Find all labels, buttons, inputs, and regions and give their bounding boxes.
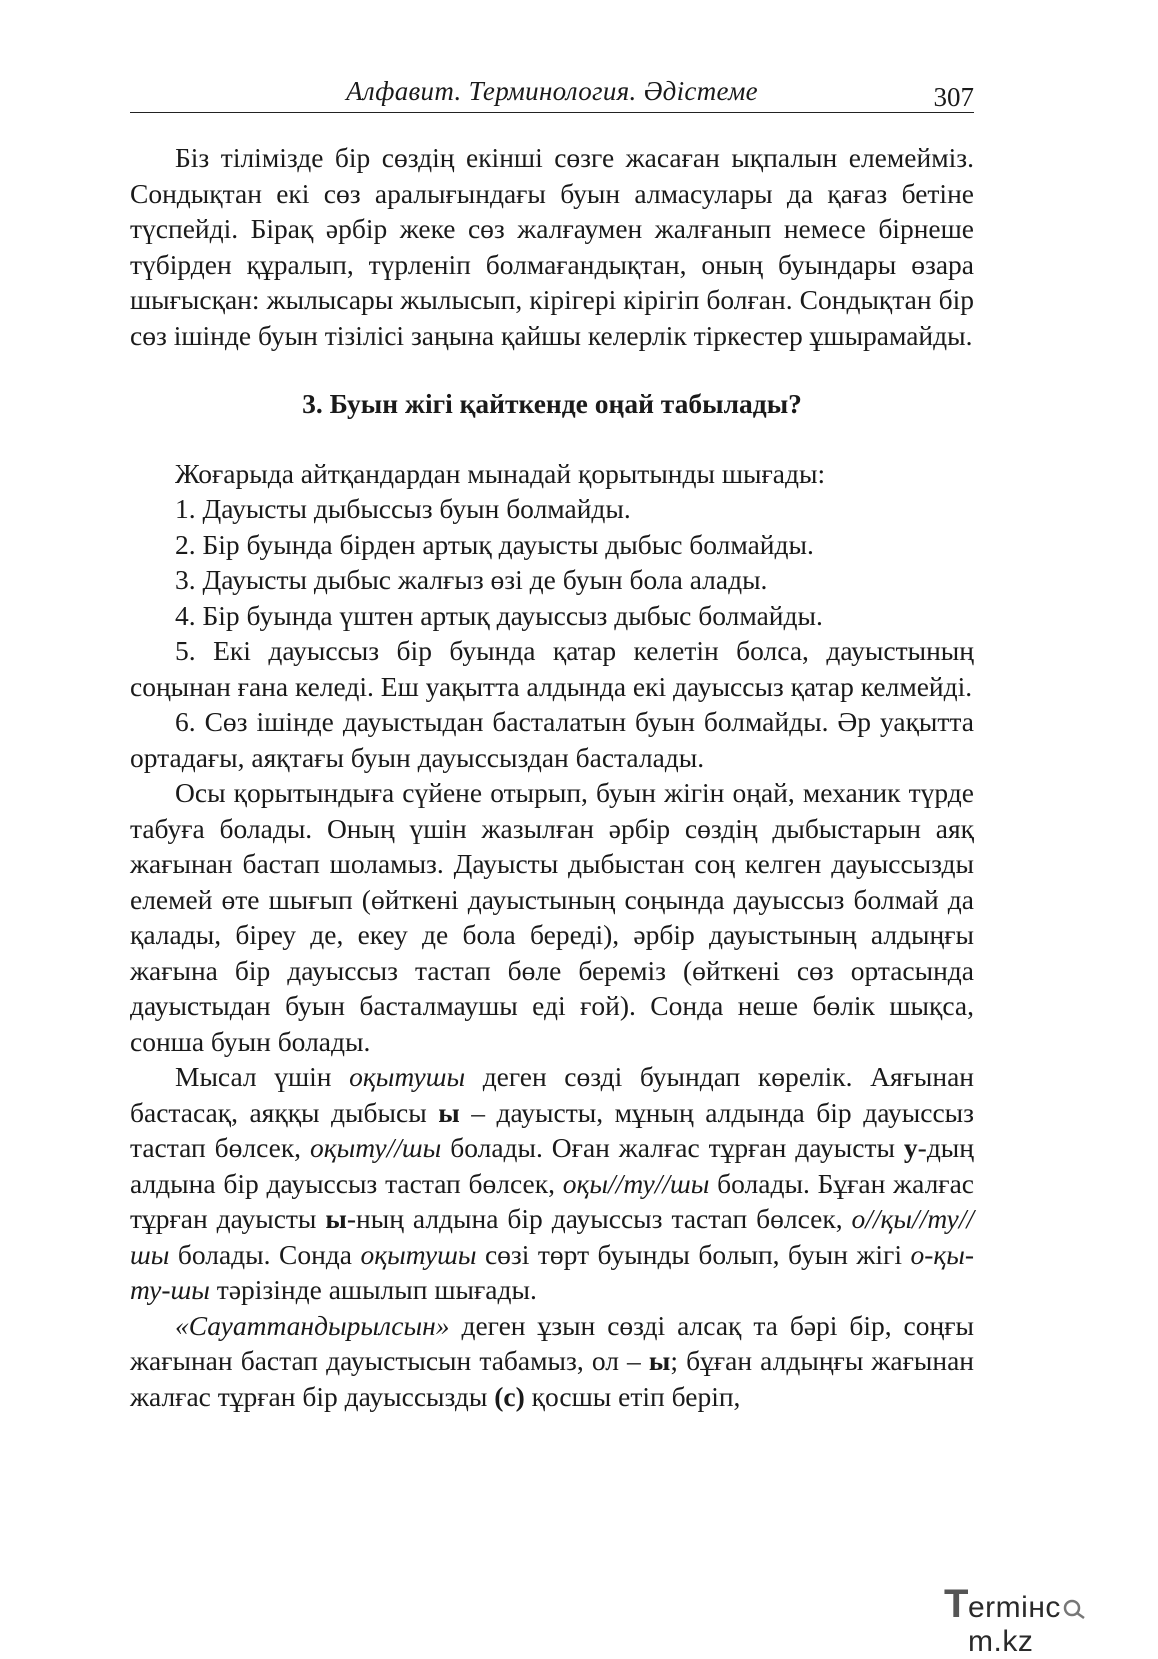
magnifier-icon	[1061, 1597, 1087, 1619]
conclusion-intro: Жоғарыда айтқандардан мынадай қорытынды шығады:	[175, 457, 826, 489]
paragraph-method: Осы қорытындыға сүйене отырып, буын жігін оңай, механик түрде табуға болады. Оның үшін жазылған әрбір сөздің дыбыстарын аяқ жағынан бастап шоламыз. Дауысты дыбыстан соң келген дауыссызды елемей өте шығып (өйткені дауыстының соңында дауыссыз болмай да қалады, біреу де, екеу де бола береді), әрбір дауыстының алдыңғы жағына бір дауыссыз тастап бөле береміз (өйткені сөз ортасында дауыстыдан буын басталмаушы еді ғой). Сонда неше бөлік шықса, сонша буын болады.	[130, 777, 974, 1057]
watermark-text-a: ermінc	[968, 1591, 1061, 1624]
text-run: тәрізінде ашылып шығады.	[209, 1274, 537, 1305]
paragraph-intro: Біз тілімізде бір сөздің екінші сөзге жасаған ықпалын елемейміз. Сондықтан екі сөз аралығындағы буын алмасулары да қағаз бетіне түспейді. Бірақ әрбір жеке сөз жалғаумен жалғанып немесе бірнеше түбірден құралып, түрленіп болмағандықтан, оның буындары өзара шығысқан: жылысары жылысып, кірігері кірігіп болған. Сондықтан бір сөз ішінде буын тізілісі заңына қайшы келерлік тіркестер ұшырамайды.	[130, 142, 974, 351]
rule-item-5: 5. Екі дауыссыз бір буында қатар келетін болса, дауыстының соңынан ғана келеді. Еш уақытта алдында екі дауыссыз қатар келмейді.	[130, 635, 974, 702]
text-run: Мысал үшін	[175, 1061, 350, 1092]
bold-letter: у	[903, 1132, 918, 1163]
bold-letter: ы	[325, 1203, 347, 1234]
text-run: болады. Сонда	[169, 1238, 361, 1270]
rule-item-2: 2. Бір буында бірден артық дауысты дыбыс болмайды.	[175, 528, 814, 560]
watermark-lead-letter: T	[944, 1582, 969, 1626]
paragraph-example-1	[130, 1059, 974, 1308]
example-word: «Сауаттандырылсын»	[175, 1309, 450, 1341]
paragraph-example-2	[130, 1308, 974, 1415]
text-run: ; бұған алдыңғы жағынан жалғас тұрған бір дауыссызды	[130, 1345, 975, 1412]
page-number: 307	[933, 82, 974, 112]
body-text	[130, 140, 974, 1414]
bold-letter: ы	[648, 1345, 671, 1376]
example-word: о//қы//ту//шы	[130, 1203, 974, 1270]
example-word: оқытушы	[349, 1061, 466, 1092]
text-run: -ның алдына бір дауыссыз тастап бөлсек,	[346, 1203, 852, 1234]
text-run: сөзі төрт буынды болып, буын жігі	[476, 1238, 911, 1270]
watermark-text-b: m.kz	[968, 1625, 1034, 1658]
text-run: қосшы етіп беріп,	[524, 1380, 741, 1412]
text-run: деген ұзын сөзді алсақ та бәрі бір, соңғы жағынан бастап дауыстысын табамыз, ол –	[130, 1309, 974, 1376]
text-run: деген сөзді буындап көрелік. Аяғынан бастасақ, аяққы дыбысы	[130, 1061, 974, 1128]
site-watermark	[944, 1582, 1144, 1658]
rule-item-4: 4. Бір буында үштен артық дауыссыз дыбыс болмайды.	[175, 599, 823, 631]
example-word: о-қы-ту-шы	[130, 1238, 974, 1305]
running-title: Алфавит. Терминология. Әдістеме	[346, 76, 758, 106]
example-word: оқы//ту//шы	[562, 1167, 710, 1199]
rule-item-1: 1. Дауысты дыбыссыз буын болмайды.	[175, 493, 631, 524]
section-heading: 3. Буын жігі қайткенде оңай табылады?	[302, 388, 802, 419]
rule-item-6: 6. Сөз ішінде дауыстыдан басталатын буын болмайды. Әр уақытта ортадағы, аяқтағы буын дауыссыздан басталады.	[130, 706, 974, 773]
text-run: болады. Оған жалғас тұрған дауысты	[441, 1132, 904, 1163]
rule-item-3: 3. Дауысты дыбыс жалғыз өзі де буын бола алады.	[175, 564, 768, 595]
example-word: оқыту//шы	[310, 1132, 442, 1163]
watermark-text	[968, 1591, 1144, 1659]
text-run: -дың алдына бір дауыссыз тастап бөлсек,	[130, 1132, 974, 1199]
text-run: болады. Бұған жалғас тұрған дауысты	[130, 1167, 974, 1234]
text-run: – дауысты, мұның алдында бір дауыссыз тастап бөлсек,	[130, 1096, 974, 1163]
example-word: оқытушы	[360, 1238, 477, 1270]
bold-letter: ы	[438, 1096, 460, 1128]
bold-letter: (с)	[494, 1380, 525, 1412]
running-header	[130, 72, 974, 113]
